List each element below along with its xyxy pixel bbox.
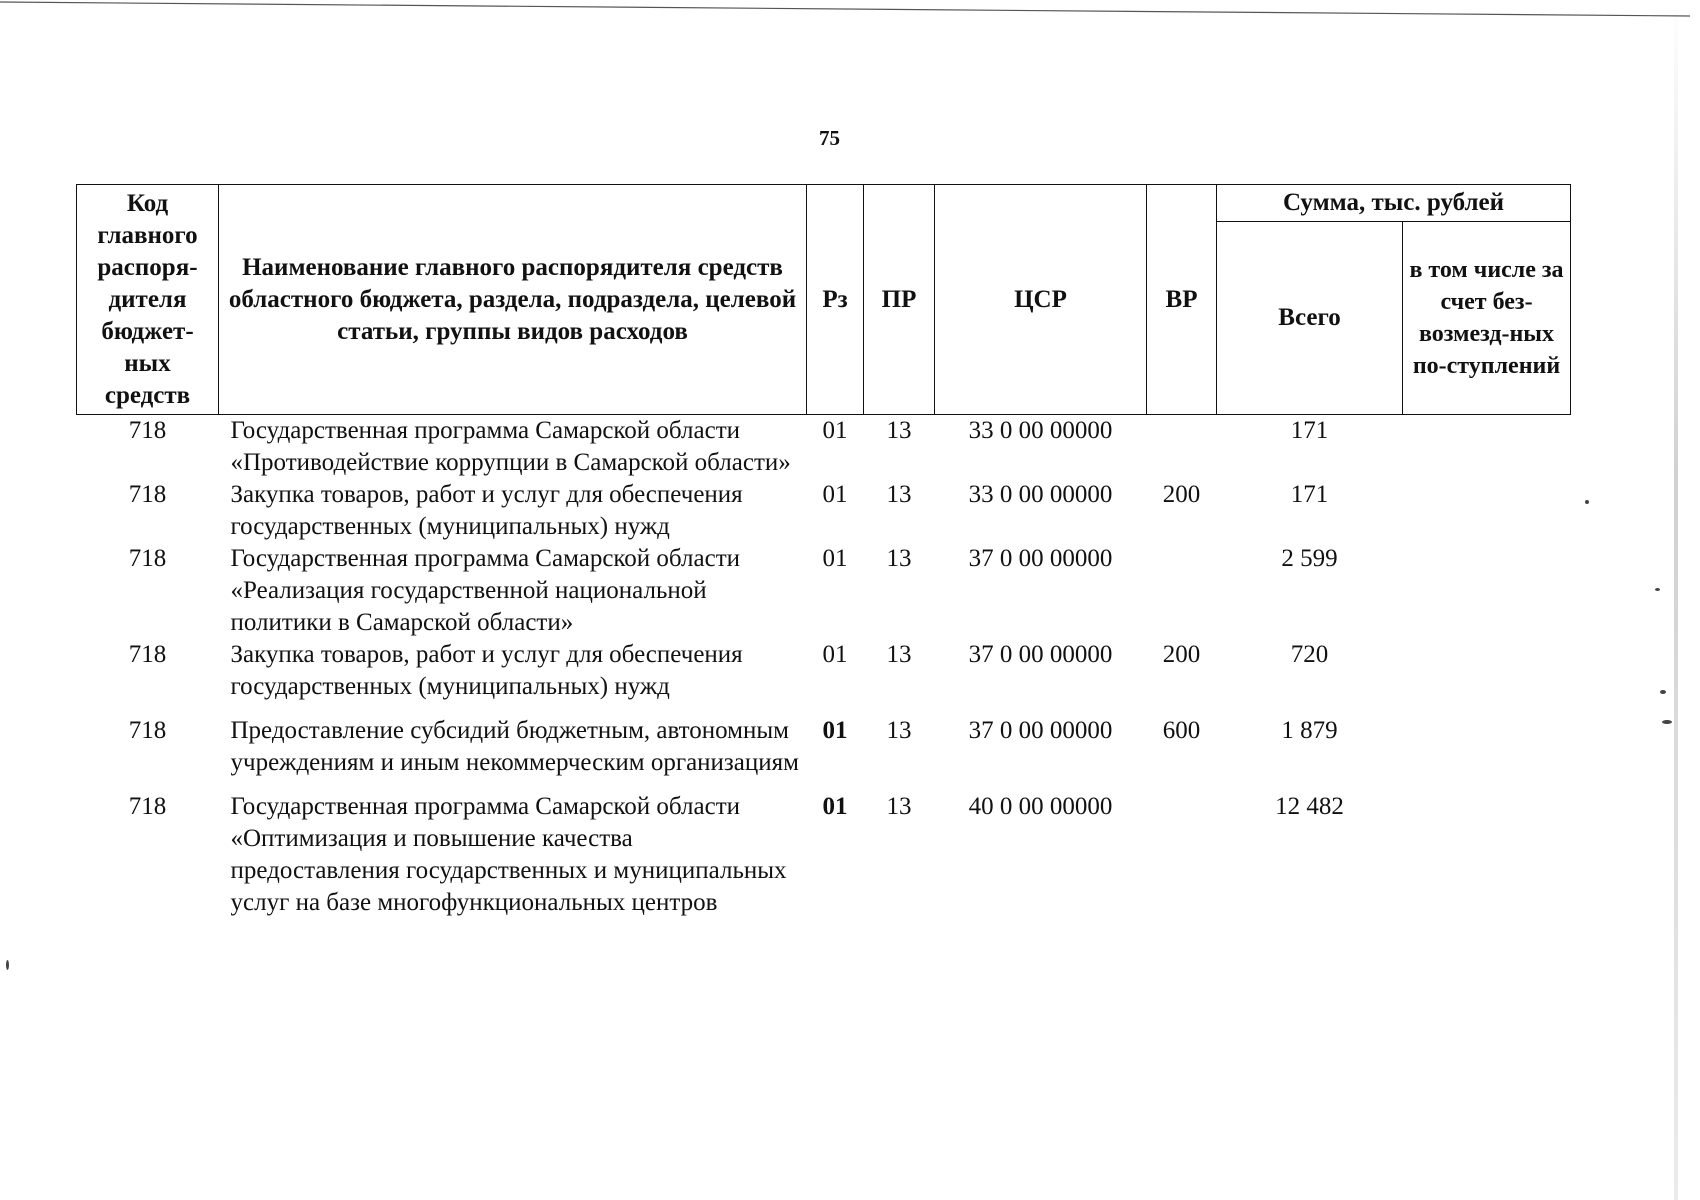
cell-rz: 01 (822, 481, 848, 508)
cell-incl (1403, 779, 1571, 919)
cell-name: Государственная программа Самарской области «Оптимизация и повышение качества предоставления государственных и муниципальных услуг на базе многофункциональных центров (230, 793, 787, 916)
cell-name: Государственная программа Самарской области «Противодействие коррупции в Самарской области» (230, 417, 791, 476)
header-vr: ВР (1147, 185, 1217, 415)
header-pr: ПР (864, 185, 935, 415)
header-sum: Сумма, тыс. рублей (1217, 185, 1571, 222)
table-row (77, 415, 1571, 480)
cell-rz: 01 (822, 545, 848, 572)
cell-code: 718 (128, 417, 167, 444)
cell-csr: 37 0 00 00000 (968, 717, 1113, 744)
cell-code: 718 (128, 545, 167, 572)
cell-pr: 13 (886, 717, 912, 744)
cell-total: 171 (1290, 481, 1329, 508)
table-row (77, 779, 1571, 919)
cell-code: 718 (128, 641, 167, 668)
scan-speck (1662, 720, 1672, 724)
cell-vr: 200 (1162, 641, 1201, 668)
cell-vr (1147, 779, 1217, 919)
cell-pr: 13 (886, 793, 912, 820)
table-header (77, 185, 1571, 415)
table-row (77, 703, 1571, 779)
cell-pr: 13 (886, 641, 912, 668)
cell-name: Государственная программа Самарской области «Реализация государственной национальной политики в Самарской области» (230, 545, 740, 636)
cell-total: 12 482 (1275, 793, 1344, 820)
cell-code: 718 (128, 481, 167, 508)
cell-csr: 33 0 00 00000 (968, 417, 1113, 444)
cell-total: 1 879 (1281, 717, 1338, 744)
scan-edge-right (1674, 0, 1678, 1200)
cell-incl (1403, 479, 1571, 543)
cell-vr (1147, 415, 1217, 480)
cell-rz: 01 (822, 417, 848, 444)
cell-name: Закупка товаров, работ и услуг для обеспечения государственных (муниципальных) нужд (230, 481, 743, 540)
budget-table (76, 184, 1571, 919)
cell-pr: 13 (886, 417, 912, 444)
cell-csr: 33 0 00 00000 (968, 481, 1113, 508)
cell-incl (1403, 543, 1571, 639)
scan-speck (6, 960, 9, 970)
cell-rz: 01 (822, 717, 848, 744)
cell-vr: 200 (1162, 481, 1201, 508)
scan-speck (1660, 690, 1666, 694)
cell-vr: 600 (1162, 717, 1201, 744)
cell-rz: 01 (822, 641, 848, 668)
scan-edge-top (0, 0, 1700, 18)
cell-csr: 40 0 00 00000 (968, 793, 1113, 820)
table-row (77, 639, 1571, 703)
header-name: Наименование главного распорядителя средств областного бюджета, раздела, подраздела, целевой статьи, группы видов расходов (219, 185, 807, 415)
cell-incl (1403, 703, 1571, 779)
header-code: Код главного распоря-дителя бюджет-ных средств (77, 185, 219, 415)
cell-rz: 01 (822, 793, 848, 820)
cell-csr: 37 0 00 00000 (968, 545, 1113, 572)
cell-name: Предоставление субсидий бюджетным, автономным учреждениям и иным некоммерческим организациям (230, 717, 799, 776)
cell-vr (1147, 543, 1217, 639)
cell-incl (1403, 639, 1571, 703)
scan-speck (1585, 500, 1589, 504)
cell-pr: 13 (886, 545, 912, 572)
table-row (77, 479, 1571, 543)
scan-speck (1655, 588, 1660, 591)
cell-total: 2 599 (1281, 545, 1338, 572)
cell-code: 718 (128, 793, 167, 820)
header-incl: в том числе за счет без-возмезд-ных по-ступлений (1403, 222, 1571, 415)
table-row (77, 543, 1571, 639)
cell-csr: 37 0 00 00000 (968, 641, 1113, 668)
cell-total: 720 (1290, 641, 1329, 668)
cell-pr: 13 (886, 481, 912, 508)
cell-total: 171 (1290, 417, 1329, 444)
cell-code: 718 (128, 717, 167, 744)
cell-incl (1403, 415, 1571, 480)
header-csr: ЦСР (935, 185, 1147, 415)
header-total: Всего (1217, 222, 1403, 415)
cell-name: Закупка товаров, работ и услуг для обеспечения государственных (муниципальных) нужд (230, 641, 743, 700)
header-rz: Рз (807, 185, 864, 415)
page-number: 75 (819, 126, 840, 150)
